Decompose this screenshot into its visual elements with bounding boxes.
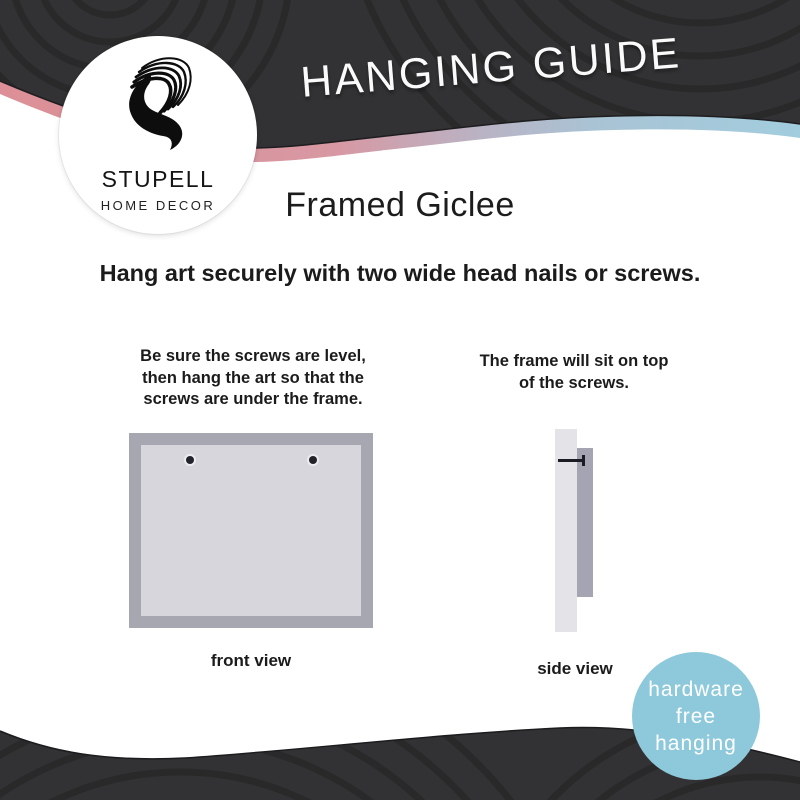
side-view-caption: side view	[537, 659, 613, 678]
screw-dot-left	[186, 456, 194, 464]
side-view-frame-back-bar	[577, 448, 593, 597]
brand-name: STUPELL	[101, 166, 215, 192]
nail-icon	[558, 459, 585, 462]
badge-line: hanging	[655, 731, 737, 755]
front-view-instructions	[118, 346, 388, 411]
side-view-instructions	[454, 351, 694, 394]
page-title: HANGING GUIDE	[299, 29, 683, 107]
screw-dot-right	[309, 456, 317, 464]
badge-line: free	[675, 704, 717, 728]
instruction-line: The frame will sit on top	[479, 352, 669, 370]
nail-head-icon	[582, 455, 585, 466]
brand-tagline: HOME DECOR	[100, 198, 216, 213]
instruction-line: then hang the art so that the	[142, 368, 364, 387]
instruction-line: Be sure the screws are level,	[140, 347, 366, 365]
product-type-title: Framed Giclee	[285, 186, 515, 224]
front-view-caption: front view	[210, 651, 292, 670]
badge-line: hardware	[648, 677, 744, 701]
hardware-free-hanging-badge	[632, 652, 760, 780]
instruction-text: Hang art securely with two wide head nails or screws.	[99, 260, 701, 286]
instruction-line: of the screws.	[518, 373, 630, 392]
instruction-line: screws are under the frame.	[143, 390, 363, 408]
brand-logo-circle	[59, 36, 257, 234]
stupell-s-swirl-icon	[108, 48, 208, 166]
front-view-diagram	[129, 433, 373, 628]
